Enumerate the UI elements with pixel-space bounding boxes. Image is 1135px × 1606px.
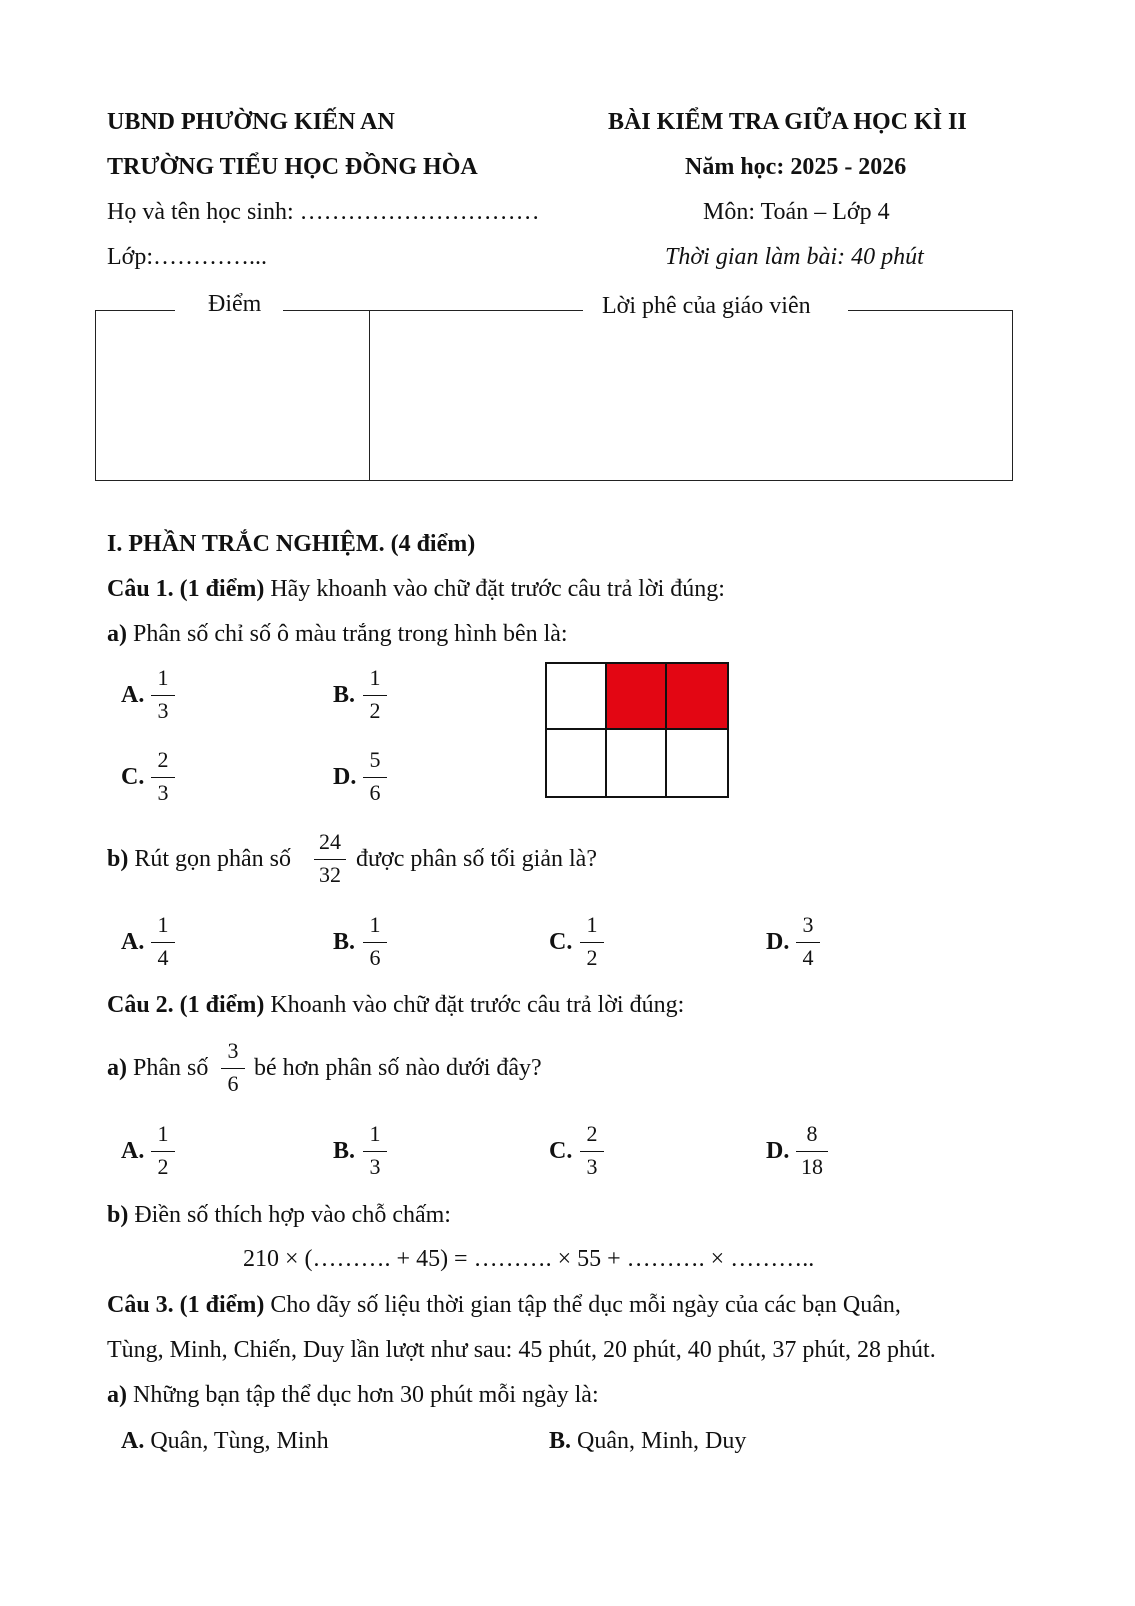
q2b-text: Điền số thích hợp vào chỗ chấm:	[128, 1202, 451, 1228]
box-bottom-line	[95, 480, 1013, 481]
q2a-option-d-letter[interactable]: D.	[766, 1138, 790, 1164]
q3a-option-a-letter: A.	[121, 1428, 145, 1454]
numerator: 1	[586, 912, 598, 937]
denominator: 6	[227, 1071, 239, 1096]
q3a-prompt	[107, 1381, 599, 1409]
denominator: 3	[157, 780, 169, 805]
grid-cell-blank	[607, 730, 667, 796]
q1b-option-a-letter[interactable]: A.	[121, 929, 145, 955]
fraction-grid	[545, 662, 729, 798]
grid-cell-blank	[667, 730, 727, 796]
q3a-label: a)	[107, 1382, 127, 1408]
q1a-option-d-letter[interactable]: D.	[333, 764, 357, 790]
q2a-option-b-letter[interactable]: B.	[333, 1138, 356, 1164]
q1b-option-c-letter[interactable]: C.	[549, 929, 573, 955]
grid-cell-shaded	[607, 664, 667, 730]
box-top-line	[283, 310, 583, 311]
duration: Thời gian làm bài: 40 phút	[665, 244, 924, 270]
q3a-option-a-text: Quân, Tùng, Minh	[144, 1428, 329, 1454]
q3-label: Câu 3. (1 điểm)	[107, 1292, 265, 1318]
q1a-option-b-letter[interactable]: B.	[333, 682, 356, 708]
numerator: 3	[802, 912, 814, 937]
grid-cell-shaded	[667, 664, 727, 730]
box-left-line	[95, 310, 96, 480]
q1-text: Hãy khoanh vào chữ đặt trước câu trả lời đúng:	[264, 576, 725, 602]
numerator: 8	[806, 1121, 818, 1146]
numerator: 1	[369, 665, 381, 690]
q2a-text-after: bé hơn phân số nào dưới đây?	[254, 1055, 542, 1081]
denominator: 2	[157, 1154, 169, 1179]
q3a-option-b[interactable]	[549, 1427, 746, 1455]
denominator: 3	[157, 698, 169, 723]
class-field: Lớp:…………...	[107, 244, 268, 270]
q1a-text: Phân số chỉ số ô màu trắng trong hình bên là:	[127, 621, 568, 647]
box-divider-line	[369, 310, 370, 480]
school-name: TRƯỜNG TIỂU HỌC ĐỒNG HÒA	[107, 154, 478, 180]
q2a-label: a)	[107, 1055, 127, 1081]
q2a-prompt	[107, 1054, 208, 1082]
q3-text: Cho dãy số liệu thời gian tập thể dục mỗi ngày của các bạn Quân,	[264, 1292, 901, 1318]
exam-title: BÀI KIỂM TRA GIỮA HỌC KÌ II	[608, 109, 967, 135]
box-top-line	[848, 310, 1013, 311]
authority-name: UBND PHƯỜNG KIẾN AN	[107, 109, 395, 135]
q1a-prompt	[107, 620, 568, 648]
q3a-option-b-letter: B.	[549, 1428, 572, 1454]
denominator: 2	[369, 698, 381, 723]
numerator: 1	[369, 1121, 381, 1146]
q1b-label: b)	[107, 846, 129, 872]
q1a-label: a)	[107, 621, 127, 647]
denominator: 32	[319, 862, 341, 887]
q2-text: Khoanh vào chữ đặt trước câu trả lời đúng:	[264, 992, 685, 1018]
q1b-text-before: Rút gọn phân số	[128, 846, 292, 872]
q1b-option-d-letter[interactable]: D.	[766, 929, 790, 955]
denominator: 4	[802, 945, 814, 970]
q1-prompt	[107, 575, 725, 603]
denominator: 18	[801, 1154, 823, 1179]
numerator: 2	[157, 747, 169, 772]
q2b-label: b)	[107, 1202, 129, 1228]
denominator: 6	[369, 945, 381, 970]
score-label: Điểm	[208, 291, 262, 317]
q3a-option-b-text: Quân, Minh, Duy	[571, 1428, 747, 1454]
subject: Môn: Toán – Lớp 4	[703, 199, 890, 225]
section-title: I. PHẦN TRẮC NGHIỆM. (4 điểm)	[107, 531, 476, 557]
q2a-text-before: Phân số	[127, 1055, 209, 1081]
denominator: 4	[157, 945, 169, 970]
denominator: 2	[586, 945, 598, 970]
q3-prompt	[107, 1291, 901, 1319]
box-top-line	[95, 310, 175, 311]
school-year: Năm học: 2025 - 2026	[685, 154, 907, 180]
q2a-option-a-letter[interactable]: A.	[121, 1138, 145, 1164]
numerator: 5	[369, 747, 381, 772]
numerator: 1	[157, 1121, 169, 1146]
numerator: 3	[227, 1038, 239, 1063]
q2b-prompt	[107, 1201, 451, 1229]
q1b-prompt	[107, 845, 291, 873]
q3a-option-a[interactable]	[121, 1427, 329, 1455]
grid-cell-blank	[547, 730, 607, 796]
q2b-expression: 210 × (………. + 45) = ………. × 55 + ………. × ………..	[243, 1246, 815, 1272]
numerator: 1	[157, 665, 169, 690]
denominator: 3	[369, 1154, 381, 1179]
denominator: 6	[369, 780, 381, 805]
numerator: 2	[586, 1121, 598, 1146]
numerator: 24	[319, 829, 341, 854]
numerator: 1	[157, 912, 169, 937]
q1b-text-after: được phân số tối giản là?	[356, 846, 597, 872]
q2a-option-c-letter[interactable]: C.	[549, 1138, 573, 1164]
q2-prompt	[107, 991, 684, 1019]
q1a-option-c-letter[interactable]: C.	[121, 764, 145, 790]
q3a-text: Những bạn tập thể dục hơn 30 phút mỗi ngày là:	[127, 1382, 599, 1408]
denominator: 3	[586, 1154, 598, 1179]
q2-label: Câu 2. (1 điểm)	[107, 992, 265, 1018]
comment-label: Lời phê của giáo viên	[602, 293, 811, 319]
box-right-line	[1012, 310, 1013, 480]
numerator: 1	[369, 912, 381, 937]
grid-cell-blank	[547, 664, 607, 730]
q3-prompt-line2: Tùng, Minh, Chiến, Duy lần lượt như sau: 45 phút, 20 phút, 40 phút, 37 phút, 28 phút.	[107, 1337, 936, 1363]
q1b-option-b-letter[interactable]: B.	[333, 929, 356, 955]
q1a-option-a-letter[interactable]: A.	[121, 682, 145, 708]
q1-label: Câu 1. (1 điểm)	[107, 576, 265, 602]
student-name-field: Họ và tên học sinh: …………………………	[107, 199, 540, 225]
